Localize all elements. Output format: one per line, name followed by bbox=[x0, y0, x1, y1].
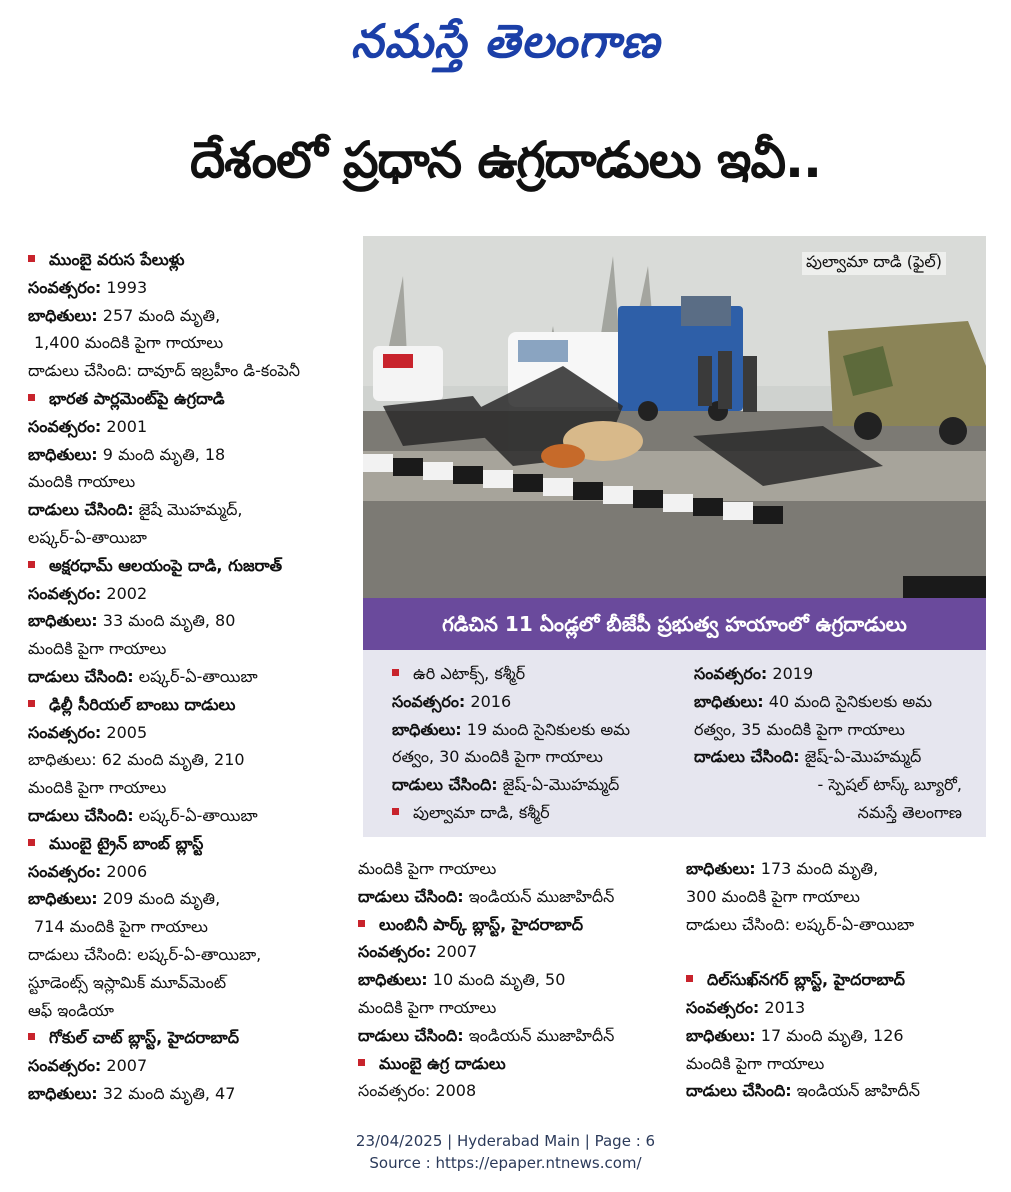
attack-title-text: ఢిల్లీ సీరియల్ బాంబు దాడులు bbox=[49, 694, 236, 714]
field-value: దాడులు చేసింది: లష్కర్-ఏ-తాయిబా bbox=[686, 914, 915, 934]
field-label: సంవత్సరం: bbox=[28, 416, 102, 436]
field-value: మందికి గాయాలు bbox=[28, 472, 136, 492]
attack-detail-line bbox=[28, 941, 346, 969]
attack-detail-line bbox=[694, 660, 984, 688]
bullet-icon bbox=[392, 808, 399, 815]
attack-detail-line bbox=[28, 969, 346, 997]
attack-detail-line bbox=[28, 607, 346, 635]
attack-list-column-3 bbox=[686, 855, 986, 1105]
attack-detail-line bbox=[28, 580, 346, 608]
attack-detail-line bbox=[686, 855, 986, 883]
field-value: 2019 bbox=[767, 664, 814, 683]
field-value: 2016 bbox=[465, 691, 512, 711]
attack-detail-line bbox=[358, 855, 678, 883]
attack-detail-line bbox=[686, 911, 986, 939]
attack-list-column-1 bbox=[28, 246, 346, 1108]
attack-detail-line bbox=[28, 858, 346, 886]
bullet-icon bbox=[358, 920, 365, 927]
field-value: 17 మంది మృతి, 126 bbox=[755, 1025, 904, 1045]
attack-title-text: ముంబై ఉగ్ర దాడులు bbox=[379, 1053, 506, 1073]
attack-detail-line bbox=[358, 883, 678, 911]
field-value: 32 మంది మృతి, 47 bbox=[97, 1083, 236, 1103]
attack-detail-line bbox=[28, 997, 346, 1025]
attack-list-column-2 bbox=[358, 855, 678, 1105]
field-value: మందికి పైగా గాయాలు bbox=[686, 1053, 825, 1073]
field-value: మందికి పైగా గాయాలు bbox=[358, 859, 497, 878]
box-column-right bbox=[694, 660, 984, 827]
field-label: దాడులు చేసింది: bbox=[694, 747, 800, 767]
field-value: 2002 bbox=[101, 583, 148, 603]
field-label: సంవత్సరం: bbox=[28, 277, 102, 297]
field-value: రత్వం, 35 మందికి పైగా గాయాలు bbox=[694, 719, 905, 739]
attack-detail-line bbox=[686, 1077, 986, 1105]
footer-source: Source : https://epaper.ntnews.com/ bbox=[369, 1154, 642, 1172]
attack-detail-line bbox=[358, 1022, 678, 1050]
attack-detail-line bbox=[694, 688, 984, 716]
box-column-left bbox=[392, 660, 692, 827]
field-value: ఇండియన్ జాహిదీన్ bbox=[791, 1081, 920, 1101]
field-value: 209 మంది మృతి, bbox=[97, 889, 221, 909]
field-label: బాధితులు: bbox=[28, 444, 98, 464]
pulwama-attack-photo bbox=[363, 236, 986, 598]
field-value: 1,400 మందికి పైగా గాయాలు bbox=[34, 333, 224, 353]
field-label: సంవత్సరం: bbox=[686, 997, 760, 1017]
attack-detail-line bbox=[28, 885, 346, 913]
attack-title bbox=[686, 966, 986, 994]
attack-detail-line bbox=[358, 966, 678, 994]
field-value: జైష్-ఏ-మొహమ్మద్ bbox=[799, 747, 922, 767]
attack-detail-line bbox=[28, 746, 346, 774]
bullet-icon bbox=[686, 975, 693, 982]
bullet-icon bbox=[392, 669, 399, 676]
attack-detail-line bbox=[686, 1022, 986, 1050]
attack-detail-line bbox=[28, 468, 346, 496]
attack-title bbox=[28, 552, 346, 580]
attack-title bbox=[358, 1050, 678, 1078]
field-value: మందికి పైగా గాయాలు bbox=[28, 639, 167, 659]
field-value: 9 మంది మృతి, 18 bbox=[97, 444, 226, 464]
attack-detail-line bbox=[694, 771, 984, 799]
field-value: 1993 bbox=[101, 277, 148, 297]
field-label: సంవత్సరం: bbox=[358, 942, 432, 962]
bullet-icon bbox=[358, 1059, 365, 1066]
bullet-icon bbox=[28, 394, 35, 401]
field-label: దాడులు చేసింది: bbox=[392, 775, 498, 795]
attack-detail-line bbox=[392, 716, 692, 744]
field-value: ఇండియన్ ముజాహిదీన్ bbox=[463, 886, 615, 906]
field-value: బాధితులు: 62 మంది మృతి, 210 bbox=[28, 750, 245, 770]
field-value: 2005 bbox=[101, 722, 148, 742]
attack-detail-line bbox=[28, 635, 346, 663]
attack-detail-line bbox=[686, 938, 986, 966]
attack-detail-line bbox=[28, 496, 346, 524]
article-headline: దేశంలో ప్రధాన ఉగ్రదాడులు ఇవీ.. bbox=[189, 131, 821, 189]
attack-title-text: ఉరి ఎటాక్స్, కశ్మీర్ bbox=[413, 664, 526, 683]
footer-date-edition: 23/04/2025 | Hyderabad Main | Page : 6 bbox=[355, 1132, 656, 1150]
attack-detail-line bbox=[686, 994, 986, 1022]
field-label: సంవత్సరం: bbox=[392, 691, 466, 711]
field-label: బాధితులు: bbox=[392, 719, 462, 739]
field-label: దాడులు చేసింది: bbox=[358, 886, 464, 906]
attack-title-text: భారత పార్లమెంట్‌పై ఉగ్రదాడి bbox=[49, 388, 225, 408]
field-value: లష్కర్-ఏ-తాయిబా bbox=[133, 805, 258, 825]
attack-detail-line bbox=[358, 1077, 678, 1105]
section-banner: గడిచిన 11 ఏండ్లలో బీజేపీ ప్రభుత్వ హయాంలో ఉగ్రదాడులు bbox=[363, 598, 986, 650]
field-label: బాధితులు: bbox=[28, 889, 98, 909]
field-value: సంవత్సరం: 2008 bbox=[358, 1081, 477, 1101]
attack-detail-line bbox=[28, 663, 346, 691]
bullet-icon bbox=[28, 1033, 35, 1040]
field-value: ఇండియన్ ముజాహిదీన్ bbox=[463, 1025, 615, 1045]
attack-title-text: ముంబై ట్రైన్ బాంబ్ బ్లాస్ట్ bbox=[49, 833, 204, 853]
attack-detail-line bbox=[392, 688, 692, 716]
attack-detail-line bbox=[694, 743, 984, 771]
attack-detail-line bbox=[392, 771, 692, 799]
attack-detail-line bbox=[28, 302, 346, 330]
attack-detail-line bbox=[686, 1050, 986, 1078]
attack-title bbox=[392, 660, 692, 688]
field-value: 33 మంది మృతి, 80 bbox=[97, 611, 236, 631]
field-label: బాధితులు: bbox=[28, 611, 98, 631]
field-label: సంవత్సరం: bbox=[28, 583, 102, 603]
attack-detail-line bbox=[358, 938, 678, 966]
field-label: బాధితులు: bbox=[686, 1025, 756, 1045]
attack-detail-line bbox=[28, 413, 346, 441]
field-label: బాధితులు: bbox=[694, 691, 764, 711]
attack-title bbox=[28, 830, 346, 858]
field-label: బాధితులు: bbox=[686, 859, 756, 878]
attack-detail-line bbox=[28, 357, 346, 385]
field-value: 10 మంది మృతి, 50 bbox=[427, 970, 566, 990]
attack-detail-line bbox=[28, 774, 346, 802]
field-value: 2006 bbox=[101, 861, 148, 881]
attack-title bbox=[28, 385, 346, 413]
field-label: సంవత్సరం: bbox=[28, 1056, 102, 1076]
attack-detail-line bbox=[28, 274, 346, 302]
field-value: 40 మంది సైనికులకు అమ bbox=[763, 691, 933, 711]
field-value: - స్పెషల్ టాస్క్ బ్యూరో, bbox=[817, 775, 962, 795]
field-label: బాధితులు: bbox=[358, 970, 428, 990]
attack-title bbox=[28, 246, 346, 274]
field-label: సంవత్సరం: bbox=[28, 722, 102, 742]
field-label: దాడులు చేసింది: bbox=[28, 666, 134, 686]
masthead-logo: నమస్తే తెలంగాణ bbox=[350, 14, 661, 68]
attack-detail-line bbox=[686, 883, 986, 911]
field-value: 2007 bbox=[101, 1056, 148, 1076]
attack-detail-line bbox=[28, 1080, 346, 1108]
field-label: బాధితులు: bbox=[28, 1083, 98, 1103]
field-value: నమస్తే తెలంగాణ bbox=[857, 802, 962, 822]
field-value: మందికి పైగా గాయాలు bbox=[358, 997, 497, 1017]
attack-title-text: అక్షరధామ్ ఆలయంపై దాడి, గుజరాత్ bbox=[49, 555, 283, 575]
attack-detail-line bbox=[28, 719, 346, 747]
attack-detail-line bbox=[28, 524, 346, 552]
field-label: దాడులు చేసింది: bbox=[358, 1025, 464, 1045]
field-value: దాడులు చేసింది: లష్కర్-ఏ-తాయిబా, bbox=[28, 944, 262, 964]
field-value: మందికి పైగా గాయాలు bbox=[28, 778, 167, 798]
attack-detail-line bbox=[694, 716, 984, 744]
field-label: సంవత్సరం: bbox=[694, 664, 768, 683]
bullet-icon bbox=[28, 839, 35, 846]
attack-detail-line bbox=[28, 802, 346, 830]
field-value: 714 మందికి పైగా గాయాలు bbox=[34, 917, 208, 937]
attack-title-text: పుల్వామా దాడి, కశ్మీర్ bbox=[413, 802, 550, 822]
field-value: 173 మంది మృతి, bbox=[755, 859, 879, 878]
attack-detail-line bbox=[694, 799, 984, 827]
field-value: 300 మందికి పైగా గాయాలు bbox=[686, 886, 860, 906]
field-value: దాడులు చేసింది: దావూద్ ఇబ్రహీం డి-కంపెనీ bbox=[28, 361, 300, 381]
attack-title-text: గోకుల్ చాట్ బ్లాస్ట్, హైదరాబాద్ bbox=[49, 1028, 239, 1048]
attack-title bbox=[28, 691, 346, 719]
attack-detail-line bbox=[28, 441, 346, 469]
photo-illustration bbox=[363, 236, 986, 598]
field-value: 257 మంది మృతి, bbox=[97, 305, 221, 325]
field-label: దాడులు చేసింది: bbox=[28, 500, 134, 520]
field-value: 2013 bbox=[759, 997, 806, 1017]
field-label: బాధితులు: bbox=[28, 305, 98, 325]
field-label: సంవత్సరం: bbox=[28, 861, 102, 881]
field-value: 2001 bbox=[101, 416, 148, 436]
attack-detail-line bbox=[28, 329, 346, 357]
attack-detail-line bbox=[392, 743, 692, 771]
field-label: దాడులు చేసింది: bbox=[28, 805, 134, 825]
field-value: లష్కర్-ఏ-తాయిబా bbox=[133, 666, 258, 686]
attack-title-text: ముంబై వరుస పేలుళ్లు bbox=[49, 250, 185, 269]
bullet-icon bbox=[28, 700, 35, 707]
bullet-icon bbox=[28, 561, 35, 568]
field-value: లష్కర్-ఏ-తాయిబా bbox=[28, 527, 147, 547]
field-value: స్టూడెంట్స్ ఇస్లామిక్ మూవ్‌మెంట్ bbox=[28, 972, 227, 992]
field-value: 19 మంది సైనికులకు అమ bbox=[461, 719, 631, 739]
attack-title bbox=[358, 911, 678, 939]
attack-title-text: లుంబినీ పార్క్ బ్లాస్ట్, హైదరాబాద్ bbox=[379, 914, 584, 934]
attack-detail-line bbox=[28, 1052, 346, 1080]
field-value: జైష్-ఏ-మొహమ్మద్ bbox=[497, 775, 620, 795]
field-value: రత్వం, 30 మందికి పైగా గాయాలు bbox=[392, 747, 603, 767]
attack-detail-line bbox=[28, 913, 346, 941]
photo-caption: పుల్వామా దాడి (ఫైల్) bbox=[802, 252, 946, 275]
field-label: దాడులు చేసింది: bbox=[686, 1081, 792, 1101]
field-value: జైషే మొహమ్మద్, bbox=[133, 500, 243, 520]
bullet-icon bbox=[28, 255, 35, 262]
field-value: ఆఫ్ ఇండియా bbox=[28, 1000, 114, 1020]
attack-title bbox=[392, 799, 692, 827]
field-value: 2007 bbox=[431, 942, 478, 962]
attack-detail-line bbox=[358, 994, 678, 1022]
attack-title-text: దిల్‌సుఖ్‌నగర్ బ్లాస్ట్, హైదరాబాద్ bbox=[707, 970, 905, 990]
attack-title bbox=[28, 1024, 346, 1052]
